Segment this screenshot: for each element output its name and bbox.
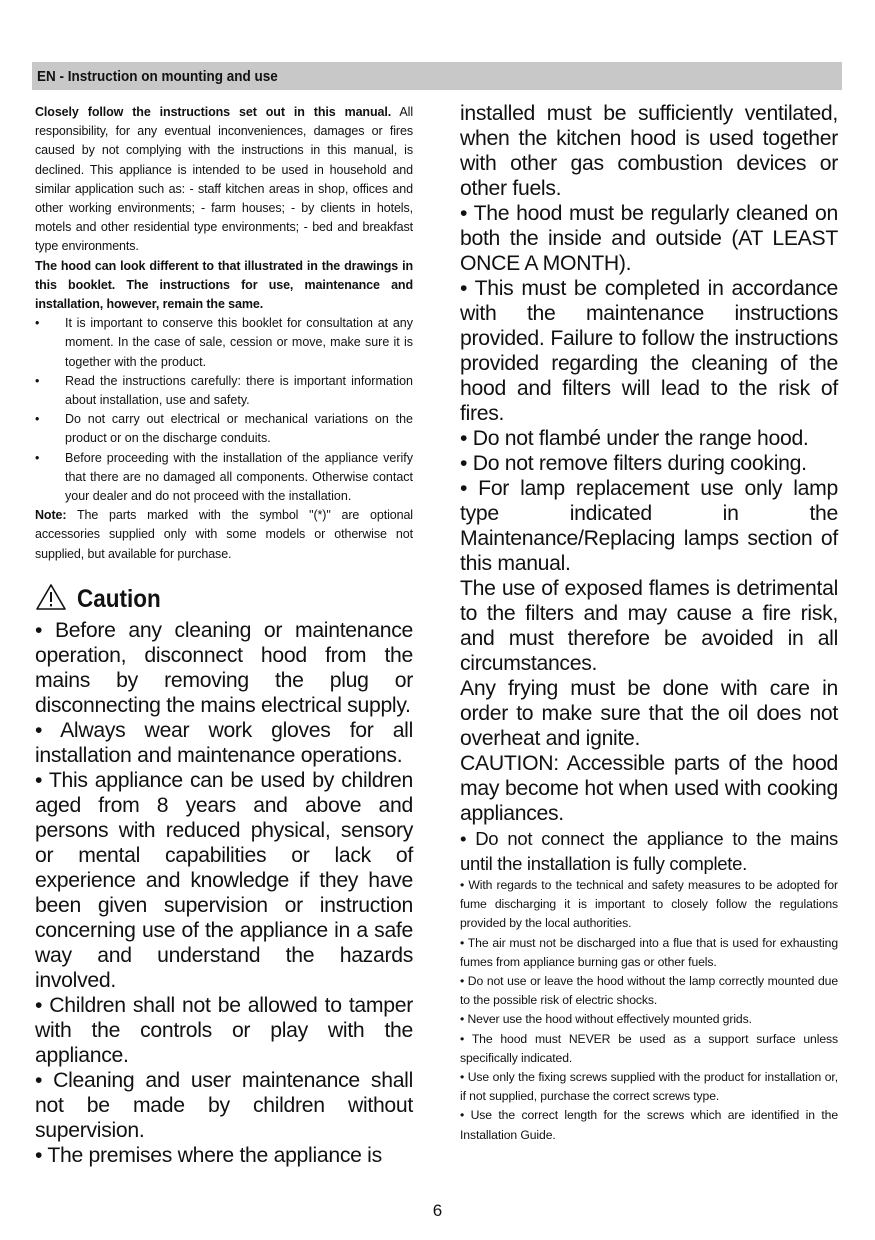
section-header-bar [32,62,842,90]
note-label: Note: [35,508,67,523]
instruction-bullet-list [35,314,413,506]
note-paragraph [35,506,413,564]
caution-paragraph: • Children shall not be allowed to tamper with the controls or play with the appliance. [35,993,413,1067]
notice-paragraph: The hood can look different to that illustrated in the drawings in this booklet. The instructions for use, maintenance and installation, however, remain the same. [35,258,413,312]
bullet-marker: • [35,412,40,427]
safety-paragraph: Any frying must be done with care in order to make sure that the oil does not overheat and ignite. [460,677,838,750]
bullet-marker: • [35,450,40,465]
connection-paragraph: • Do not connect the appliance to the mains until the installation is fully complete. [460,828,838,874]
safety-paragraph: CAUTION: Accessible parts of the hood may become hot when used with cooking appliances. [460,752,838,825]
list-item: • Read the instructions carefully: there is important information about installation, use and safety. [35,373,413,408]
caution-paragraph: • Before any cleaning or maintenance operation, disconnect hood from the mains by removing the plug or disconnecting the mains electrical supply. [35,618,413,717]
warning-triangle-icon [35,583,67,616]
right-column [460,101,838,1145]
safety-paragraph: • Do not flambé under the range hood. [460,427,809,450]
page-number: 6 [432,1201,443,1220]
safety-paragraph: The use of exposed flames is detrimental to the filters and may cause a fire risk, and must therefore be avoided in all circumstances. [460,577,838,675]
fine-print-paragraph: • The air must not be discharged into a flue that is used for exhausting fumes from appliance burning gas or other fuels. [460,935,838,969]
caution-paragraph: • Cleaning and user maintenance shall not be made by children without supervision. [35,1068,413,1142]
safety-paragraph: installed must be sufficiently ventilated, when the kitchen hood is used together with other gas combustion devices or other fuels. [460,102,838,200]
intro-bold-text: Closely follow the instructions set out in this manual. [35,105,392,119]
safety-paragraph: • The hood must be regularly cleaned on both the inside and outside (AT LEAST ONCE A MONTH). [460,202,838,275]
section-title: EN - Instruction on mounting and use [37,68,278,85]
safety-paragraph: • For lamp replacement use only lamp type indicated in the Maintenance/Replacing lamps section of this manual. [460,477,838,575]
fine-print-paragraph: • Never use the hood without effectively mounted grids. [460,1012,752,1027]
caution-paragraph: • The premises where the appliance is [35,1143,382,1167]
note-text: The parts marked with the symbol "(*)" are optional accessories supplied only with some models or otherwise not supplied, but available for purchase. [35,508,413,561]
bullet-marker: • [35,316,40,331]
caution-title: Caution [77,585,161,614]
caution-paragraph: • This appliance can be used by children aged from 8 years and above and persons with reduced physical, sensory or mental capabilities or lack of experience and knowledge if they have been given supervision or instruction concerning use of the appliance in a safe way and understand the hazards involved. [35,768,413,992]
list-item: • It is important to conserve this booklet for consultation at any moment. In the case of sale, cession or move, make sure it is together with the product. [35,316,413,369]
fine-print-paragraph: • Do not use or leave the hood without the lamp correctly mounted due to the possible risk of electric shocks. [460,974,838,1008]
caution-heading [35,582,413,618]
bullet-marker: • [35,373,40,388]
safety-paragraph: • This must be completed in accordance with the maintenance instructions provided. Failure to follow the instructions provided regarding the cleaning of the hood and filters will lead to the risk of fires. [460,277,838,425]
safety-paragraph: • Do not remove filters during cooking. [460,452,807,475]
intro-paragraph [35,103,413,257]
caution-paragraph: • Always wear work gloves for all installation and maintenance operations. [35,718,413,767]
fine-print-paragraph: • With regards to the technical and safety measures to be adopted for fume discharging it is important to closely follow the regulations provided by the local authorities. [460,878,838,931]
fine-print-paragraph: • Use the correct length for the screws which are identified in the Installation Guide. [460,1108,838,1142]
intro-text: All responsibility, for any eventual inconveniences, damages or fires caused by not complying with the instructions in this manual, is declined. This appliance is intended to be used in household and similar application such as: - staff kitchen areas in shop, offices and other working environments; - farm houses; - by clients in hotels, motels and other residential type environments; - bed and breakfast type environments. [35,105,413,254]
fine-print-paragraph: • The hood must NEVER be used as a support surface unless specifically indicated. [460,1031,838,1065]
fine-print-paragraph: • Use only the fixing screws supplied with the product for installation or, if not supplied, purchase the correct screws type. [460,1070,838,1104]
list-item: • Do not carry out electrical or mechanical variations on the product or on the discharge conduits. [35,412,413,446]
list-item: • Before proceeding with the installation of the appliance verify that there are no damaged all components. Otherwise contact your dealer and do not proceed with the installation. [35,450,413,504]
left-column [35,103,413,1168]
